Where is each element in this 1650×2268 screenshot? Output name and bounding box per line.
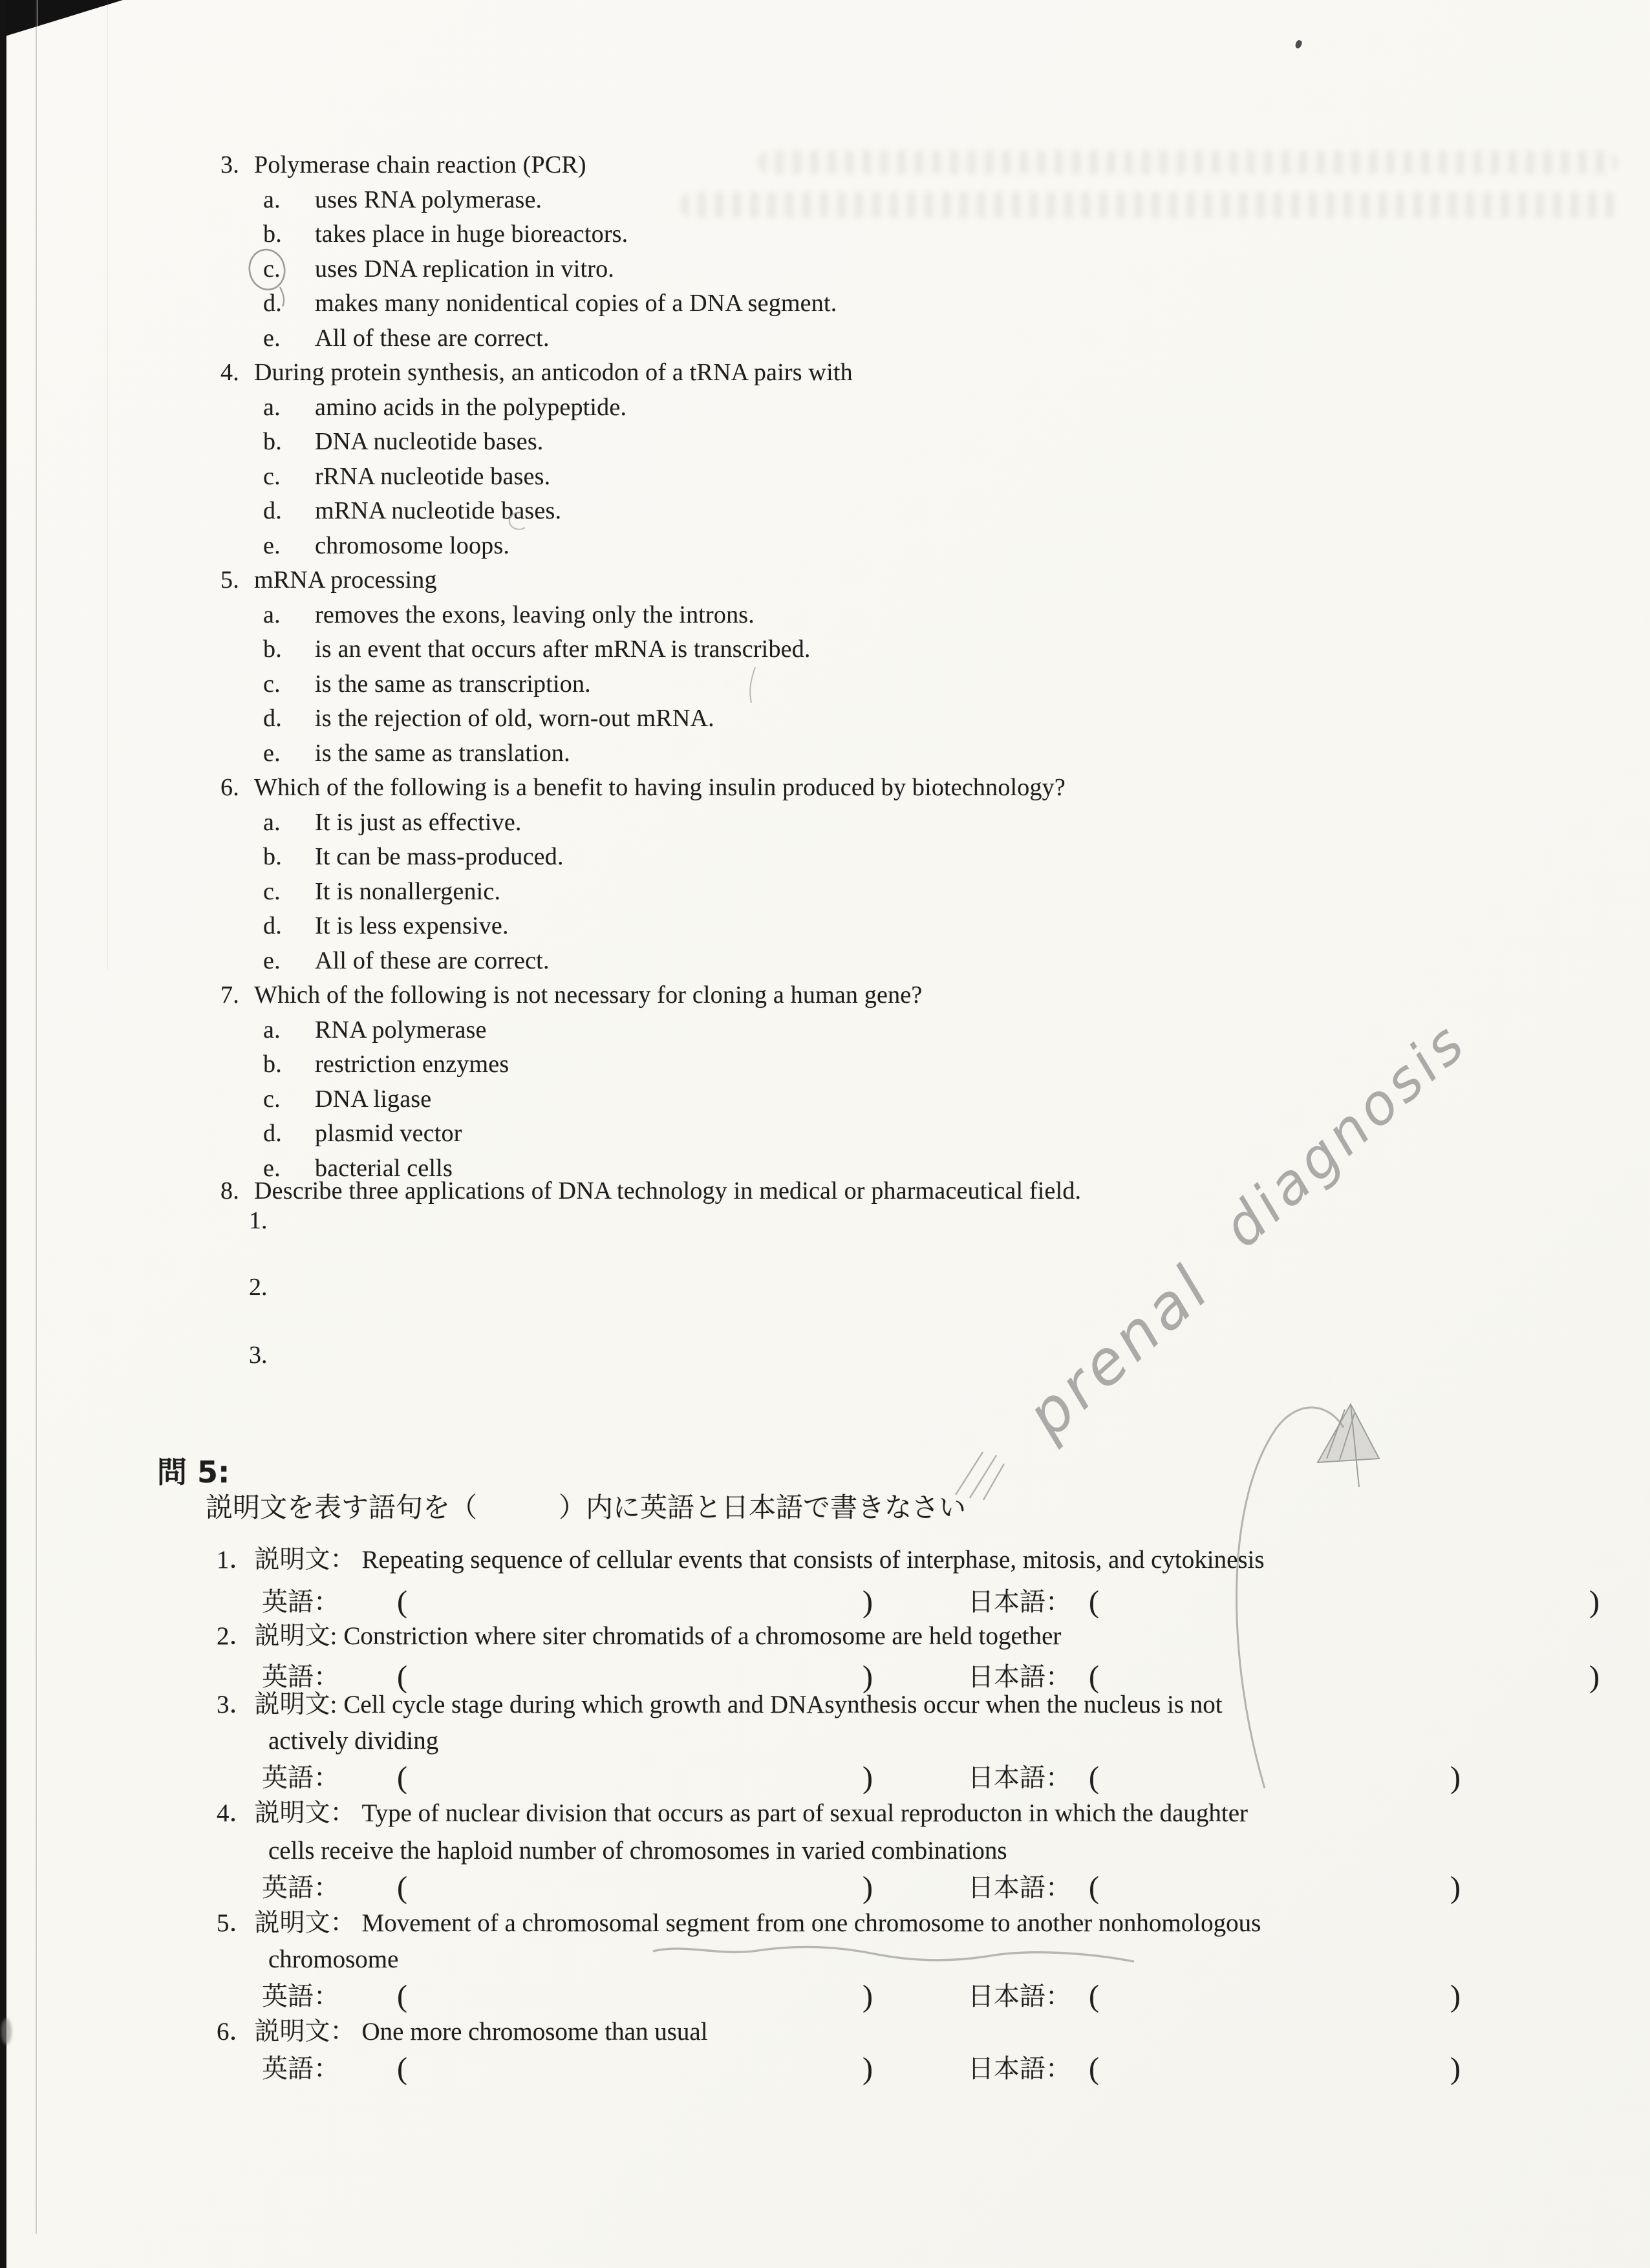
open-paren: ( [397, 2051, 407, 2086]
option-letter: e. [263, 947, 281, 974]
open-paren: ( [397, 1979, 407, 2013]
pencil-circle-option-c [246, 246, 288, 306]
item-description-continued: chromosome [268, 1945, 399, 1973]
question-number: 5. [220, 566, 239, 594]
close-paren: ) [862, 1585, 873, 1619]
option-letter: e. [263, 739, 281, 767]
option-text: is an event that occurs after mRNA is transcribed. [315, 636, 811, 663]
item-text: Repeating sequence of cellular events that consists of interphase, mitosis, and cytokinesis [361, 1546, 1265, 1574]
english-label: 英語： [262, 1873, 339, 1902]
option-letter: a. [263, 808, 281, 836]
option-letter: d. [263, 1120, 282, 1147]
open-paren: ( [1089, 1760, 1099, 1795]
option-text: All of these are correct. [315, 324, 550, 352]
option-text: mRNA nucleotide bases. [315, 497, 562, 524]
pencil-wavy-underline [653, 1947, 1134, 1962]
option-letter: a. [263, 601, 281, 628]
option-letter: c. [263, 877, 281, 905]
option-letter: d. [263, 912, 282, 939]
option-letter: b. [263, 220, 282, 248]
item-label: 6．説明文： [217, 2018, 356, 2046]
option-text: It can be mass-produced. [315, 843, 564, 870]
japanese-label: 日本語： [968, 1587, 1071, 1616]
close-paren: ) [862, 1660, 873, 1694]
close-paren: ) [862, 2051, 873, 2086]
option-letter: b. [263, 843, 282, 870]
pencil-hatch-marks [956, 1452, 1004, 1500]
english-label: 英語： [262, 2054, 339, 2083]
section5-instruction: 説明文を表す語句を（ ）内に英語と日本語で書きなさい [206, 1493, 967, 1523]
open-paren: ( [397, 1870, 407, 1905]
option-text: plasmid vector [315, 1120, 462, 1147]
pencil-curve [1237, 1407, 1344, 1788]
close-paren: ) [1589, 1585, 1600, 1619]
question-number: 6. [220, 774, 239, 801]
english-label: 英語： [262, 1763, 339, 1792]
question-number: 7. [220, 981, 239, 1009]
handwritten-word-prenal: prenal [1013, 1251, 1225, 1452]
option-text: It is just as effective. [315, 808, 522, 836]
option-letter: b. [263, 428, 282, 455]
close-paren: ) [1450, 1979, 1461, 2013]
option-text: It is nonallergenic. [315, 877, 501, 905]
close-paren: ) [1450, 1870, 1461, 1905]
japanese-label: 日本語： [968, 1763, 1071, 1792]
option-letter: b. [263, 636, 282, 663]
open-paren: ( [397, 1760, 407, 1795]
answer-blank-2: 2. [249, 1274, 268, 1301]
option-letter: e. [263, 531, 281, 559]
item-text: Movement of a chromosomal segment from one chromosome to another nonhomologous [361, 1909, 1261, 1937]
japanese-label: 日本語： [968, 1873, 1071, 1902]
question-text: Which of the following is a benefit to having insulin produced by biotechnology? [254, 774, 1066, 801]
option-letter: d. [263, 290, 282, 317]
option-text: restriction enzymes [315, 1051, 509, 1078]
option-letter: a. [263, 393, 281, 421]
item-text: One more chromosome than usual [361, 2018, 708, 2046]
open-paren: ( [397, 1660, 407, 1694]
japanese-label: 日本語： [968, 1662, 1071, 1691]
item-label: 5．説明文： [217, 1909, 356, 1937]
option-text: is the same as transcription. [315, 670, 591, 698]
item-text: Type of nuclear division that occurs as part of sexual reproducton in which the daughter [361, 1799, 1248, 1827]
option-text: removes the exons, leaving only the introns. [315, 601, 755, 628]
option-text: makes many nonidentical copies of a DNA segment. [315, 290, 837, 317]
question-number: 4. [220, 359, 239, 386]
option-text: DNA ligase [315, 1085, 432, 1113]
pencil-triangle-scribble [1318, 1404, 1379, 1487]
english-label: 英語： [262, 1982, 339, 2011]
item-text: Cell cycle stage during which growth and DNAsynthesis occur when the nucleus is not [343, 1691, 1223, 1718]
section5-heading: 問 5: [157, 1455, 230, 1490]
option-text: chromosome loops. [315, 531, 510, 559]
option-text: takes place in huge bioreactors. [315, 220, 628, 248]
close-paren: ) [1450, 2051, 1461, 2086]
option-text: All of these are correct. [315, 947, 550, 974]
open-paren: ( [1089, 1870, 1099, 1905]
pencil-small-circle [509, 513, 525, 530]
option-text: rRNA nucleotide bases. [315, 462, 551, 490]
japanese-label: 日本語： [968, 2054, 1071, 2083]
close-paren: ) [862, 1760, 873, 1795]
close-paren: ) [1450, 1760, 1461, 1795]
item-text: Constriction where siter chromatids of a chromosome are held together [343, 1622, 1062, 1650]
question-text: Which of the following is not necessary for cloning a human gene? [254, 981, 923, 1009]
handwritten-word-diagnosis: diagnosis [1210, 1009, 1480, 1261]
item-label: 2．説明文: [217, 1622, 338, 1650]
open-paren: ( [1089, 2051, 1099, 2086]
option-letter: b. [263, 1051, 282, 1078]
option-text: RNA polymerase [315, 1016, 487, 1043]
item-description-continued: cells receive the haploid number of chromosomes in varied combinations [268, 1837, 1007, 1865]
question-text: Polymerase chain reaction (PCR) [254, 151, 586, 178]
option-letter: a. [263, 1016, 281, 1043]
japanese-label: 日本語： [968, 1982, 1071, 2011]
option-letter: d. [263, 497, 282, 524]
open-paren: ( [397, 1585, 407, 1619]
pencil-tick [750, 667, 755, 703]
option-text: is the rejection of old, worn-out mRNA. [315, 705, 714, 732]
option-letter: c. [263, 670, 281, 698]
option-text: DNA nucleotide bases. [315, 428, 544, 455]
question-text: During protein synthesis, an anticodon of a tRNA pairs with [254, 359, 853, 386]
answer-blank-3: 3. [249, 1342, 268, 1369]
option-letter: c. [263, 462, 281, 490]
option-text: is the same as translation. [315, 739, 570, 767]
option-text: It is less expensive. [315, 912, 509, 939]
english-label: 英語： [262, 1662, 339, 1691]
question-text: mRNA processing [254, 566, 437, 594]
item-label: 4．説明文： [217, 1799, 356, 1827]
item-label: 1．説明文： [217, 1546, 356, 1574]
option-letter: a. [263, 186, 281, 213]
option-text: uses DNA replication in vitro. [315, 255, 614, 283]
open-paren: ( [1089, 1660, 1099, 1694]
question-number: 3. [220, 151, 239, 178]
close-paren: ) [862, 1870, 873, 1905]
question-text: Describe three applications of DNA technology in medical or pharmaceutical field. [254, 1177, 1082, 1204]
option-letter: e. [263, 324, 281, 352]
open-paren: ( [1089, 1979, 1099, 2013]
option-letter: c. [263, 255, 281, 283]
option-text: uses RNA polymerase. [315, 186, 542, 213]
item-label: 3．説明文: [217, 1691, 338, 1718]
close-paren: ) [862, 1979, 873, 2013]
option-letter: c. [263, 1085, 281, 1113]
english-label: 英語： [262, 1587, 339, 1616]
open-paren: ( [1089, 1585, 1099, 1619]
answer-blank-1: 1. [249, 1207, 268, 1234]
option-text: amino acids in the polypeptide. [315, 393, 627, 421]
option-letter: d. [263, 705, 282, 732]
question-number: 8. [220, 1177, 239, 1204]
option-letter: e. [263, 1154, 281, 1182]
option-text: bacterial cells [315, 1154, 453, 1182]
close-paren: ) [1589, 1660, 1600, 1694]
item-description-continued: actively dividing [268, 1727, 439, 1755]
